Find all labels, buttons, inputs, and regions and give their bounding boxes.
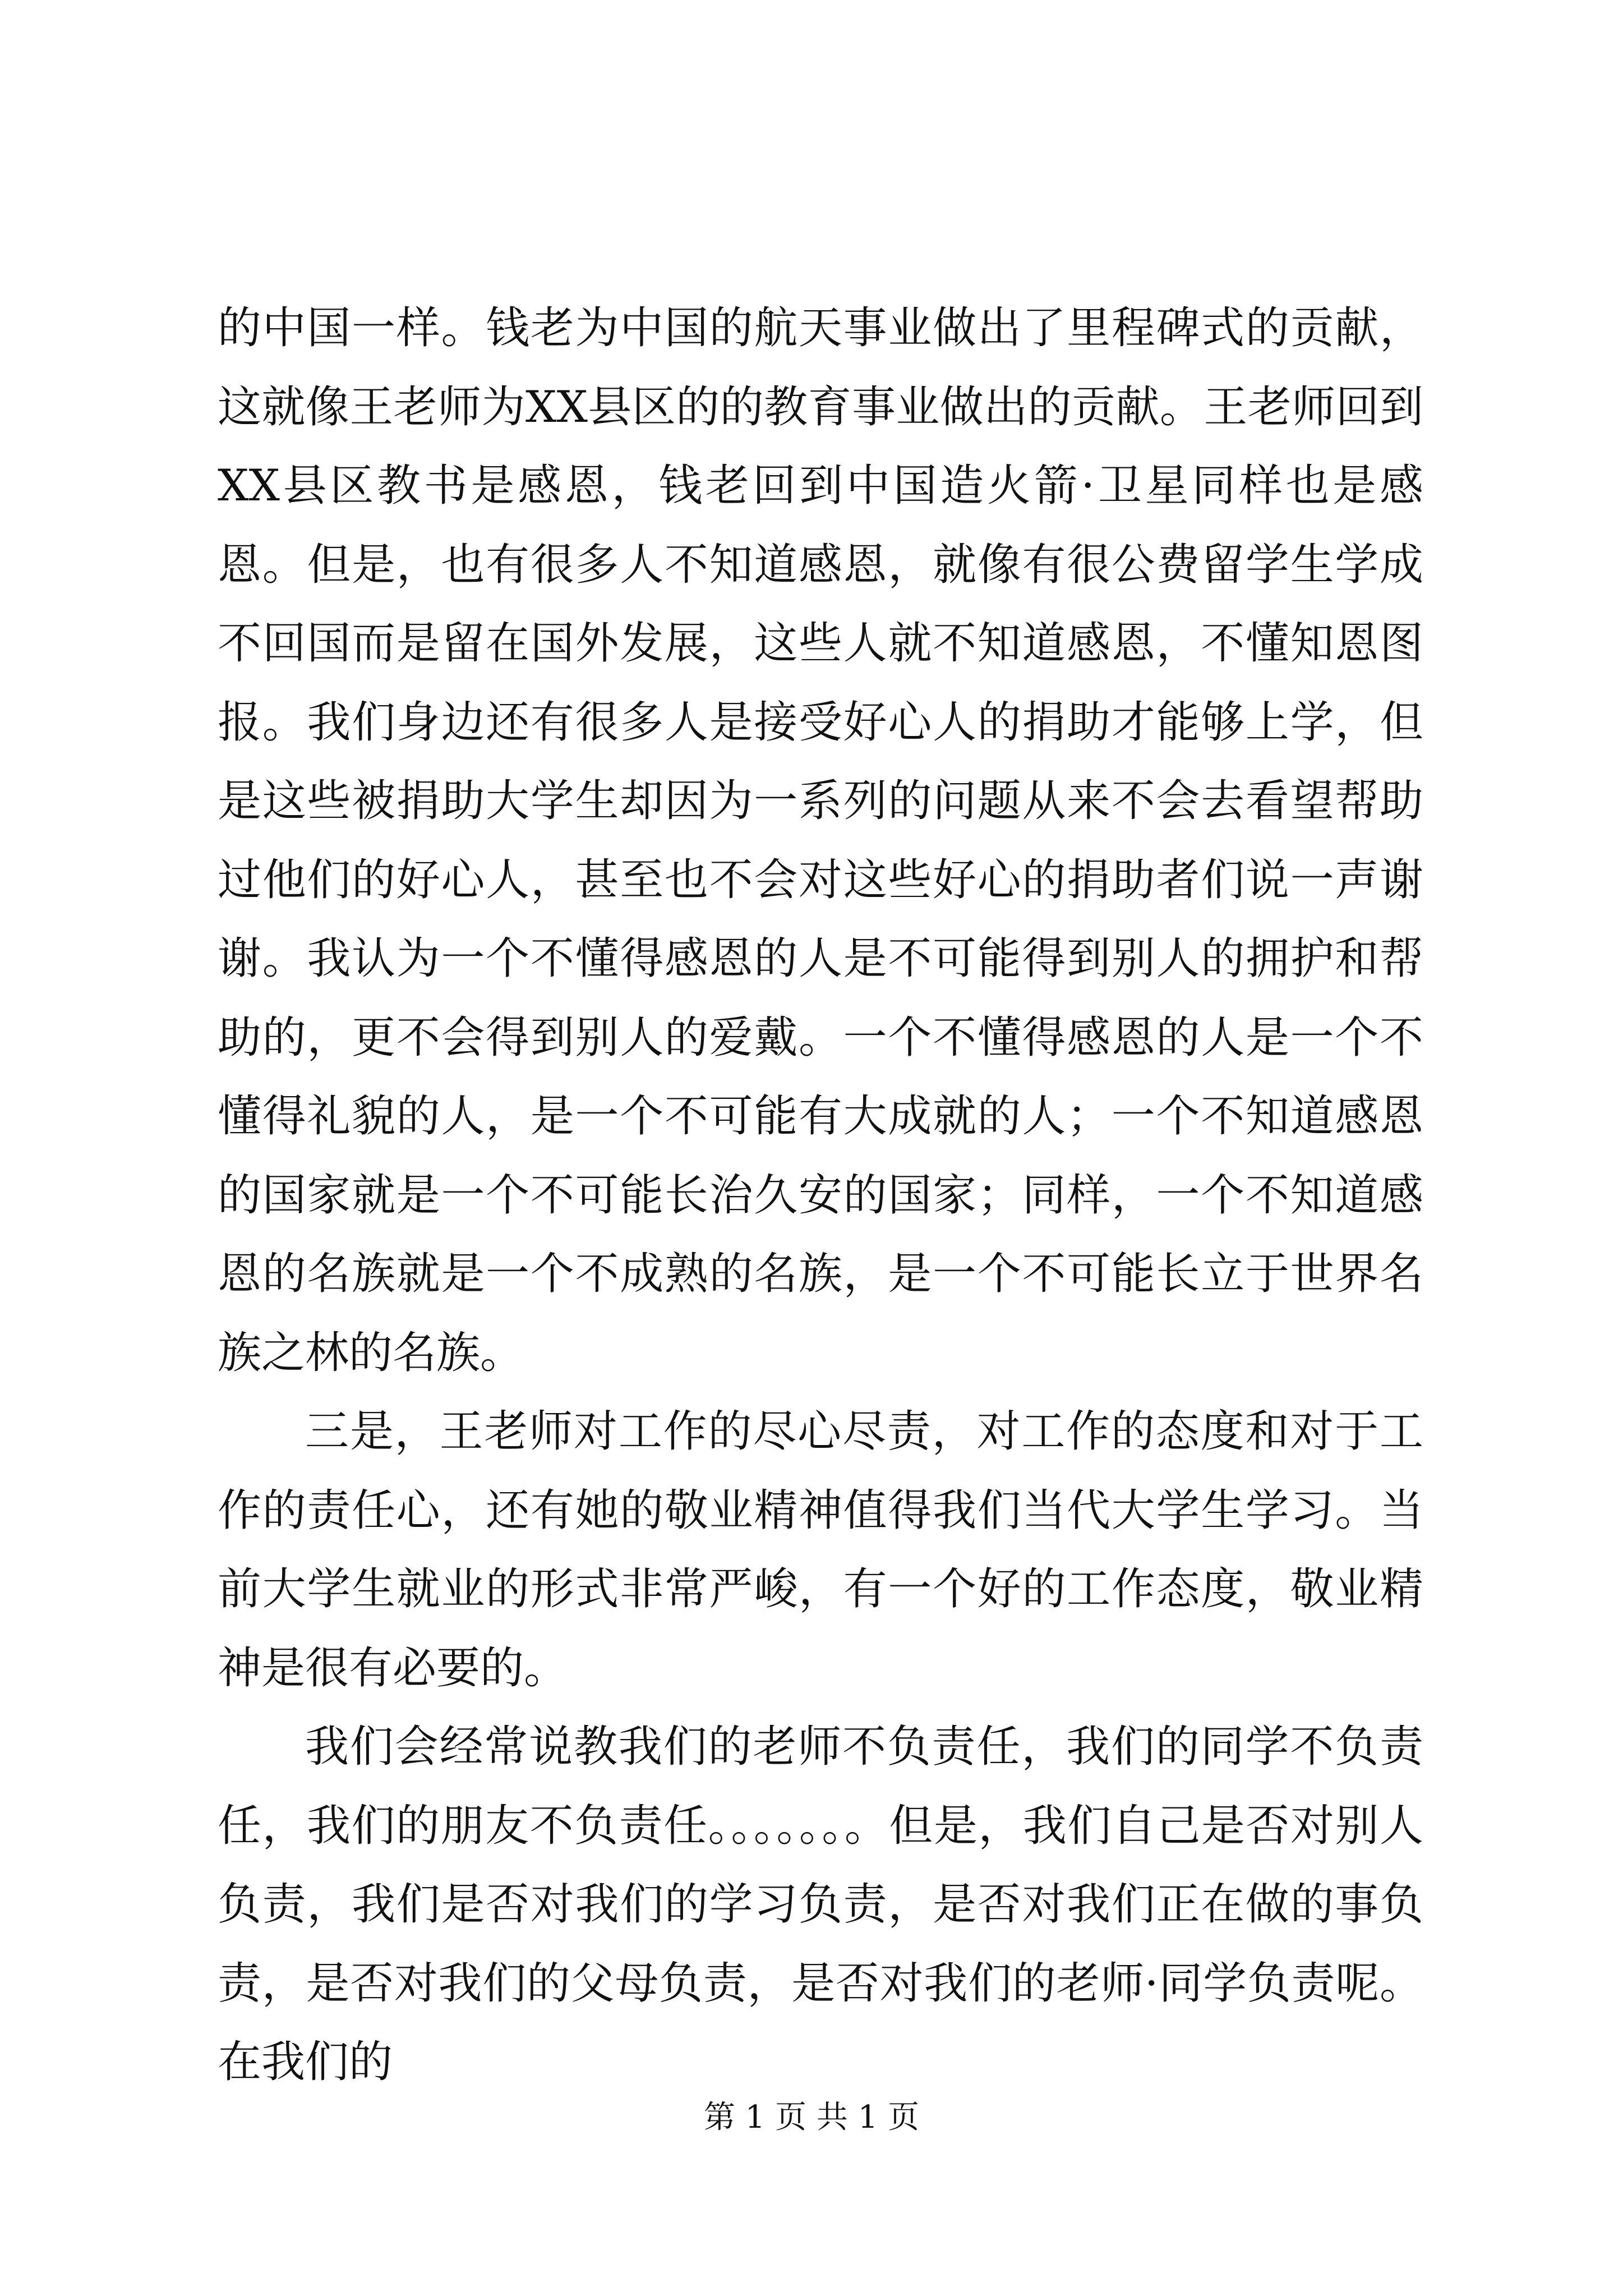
paragraph-2: 三是，王老师对工作的尽心尽责，对工作的态度和对于工作的责任心，还有她的敬业精神值得我们当代大学生学习。当前大学生就业的形式非常严峻，有一个好的工作态度，敬业精神是很有必要的。 [218, 1406, 1423, 1694]
page-footer [0, 2098, 1623, 2137]
document-body [218, 289, 1423, 2102]
paragraph-1: 的中国一样。钱老为中国的航天事业做出了里程碑式的贡献，这就像王老师为XX县区的的教育事业做出的贡献。王老师回到XX县区教书是感恩，钱老回到中国造火箭·卫星同样也是感恩。但是，也有很多人不知道感恩，就像有很公费留学生学成不回国而是留在国外发展，这些人就不知道感恩，不懂知恩图报。我们身边还有很多人是接受好心人的捐助才能够上学，但是这些被捐助大学生却因为一系列的问题从来不会去看望帮助过他们的好心人，甚至也不会对这些好心的捐助者们说一声谢谢。我认为一个不懂得感恩的人是不可能得到别人的拥护和帮助的，更不会得到别人的爱戴。一个不懂得感恩的人是一个不懂得礼貌的人，是一个不可能有大成就的人；一个不知道感恩的国家就是一个不可能长治久安的国家；同样，一个不知道感恩的名族就是一个不成熟的名族，是一个不可能长立于世界名族之林的名族。 [218, 303, 1423, 1378]
page-number-label: 第 1 页 共 1 页 [703, 2099, 920, 2136]
paragraph-3: 我们会经常说教我们的老师不负责任，我们的同学不负责任，我们的朋友不负责任。。。。。。。但是，我们自己是否对别人负责，我们是否对我们的学习负责，是否对我们正在做的事负责，是否对我们的父母负责，是否对我们的老师·同学负责呢。在我们的 [218, 1722, 1423, 2087]
